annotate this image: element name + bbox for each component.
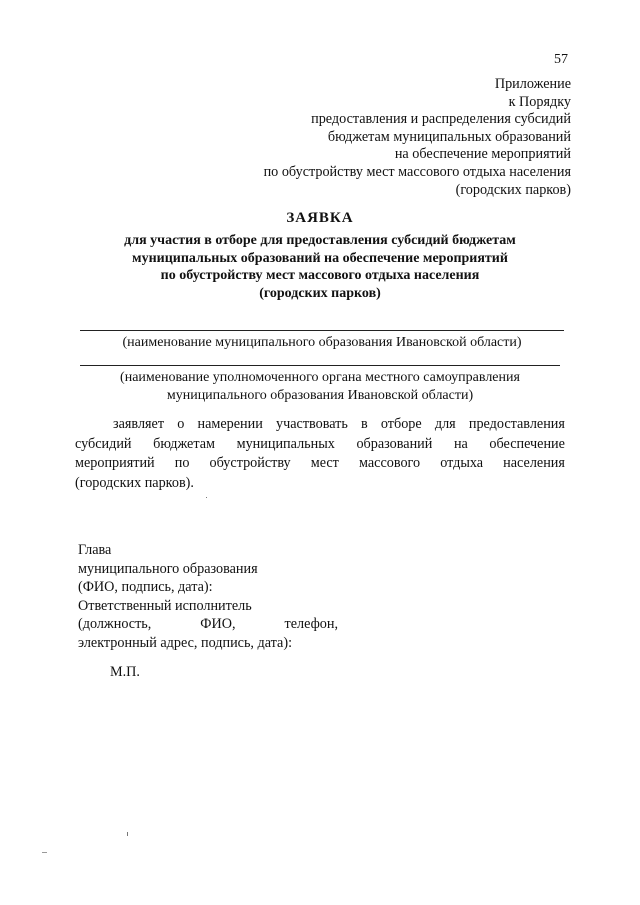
scan-speck bbox=[127, 832, 128, 836]
word: (городских парков). bbox=[75, 474, 194, 491]
word: намерении bbox=[197, 416, 263, 432]
word: предоставления bbox=[468, 416, 565, 432]
subtitle-line: муниципальных образований на обеспечение мероприятий bbox=[132, 250, 508, 266]
appendix-line: к Порядку bbox=[508, 93, 571, 110]
statement-line-1 bbox=[75, 415, 565, 435]
word: о bbox=[177, 416, 185, 432]
authority-fill-line bbox=[80, 365, 560, 366]
executor-position: (должность, bbox=[78, 616, 152, 633]
head-details: (ФИО, подпись, дата): bbox=[78, 579, 213, 596]
appendix-line: предоставления и распределения субсидий bbox=[311, 111, 571, 128]
stamp-place: М.П. bbox=[110, 664, 140, 680]
word: массового bbox=[358, 455, 421, 472]
scan-speck bbox=[42, 852, 47, 853]
word: обустройству bbox=[209, 455, 291, 472]
word: для bbox=[434, 416, 456, 432]
document-subtitle bbox=[90, 232, 550, 302]
appendix-line: (городских парков) bbox=[455, 181, 571, 198]
municipality-caption-text: (наименование муниципального образования Ивановской области) bbox=[122, 335, 522, 350]
statement-line-3 bbox=[75, 454, 565, 474]
word: муниципальных bbox=[236, 435, 335, 452]
word: субсидий bbox=[75, 435, 132, 452]
appendix-header bbox=[211, 76, 571, 199]
municipality-caption bbox=[80, 334, 564, 352]
subtitle-line: для участия в отборе для предоставления субсидий бюджетам bbox=[124, 233, 516, 248]
executor-phone: телефон, bbox=[284, 616, 338, 633]
signature-block bbox=[78, 541, 338, 653]
word: обеспечение bbox=[489, 435, 565, 452]
municipality-fill-line bbox=[80, 330, 564, 331]
municipality-label: муниципального образования bbox=[78, 560, 258, 577]
executor-label: Ответственный исполнитель bbox=[78, 597, 252, 614]
appendix-line: бюджетам муниципальных образований bbox=[327, 128, 571, 145]
executor-name: ФИО, bbox=[200, 616, 236, 633]
word: отборе bbox=[380, 416, 422, 432]
executor-details bbox=[78, 615, 338, 634]
word: бюджетам bbox=[153, 435, 216, 452]
word: мест bbox=[310, 455, 339, 472]
subtitle-line: (городских парков) bbox=[259, 285, 381, 301]
word: участвовать bbox=[276, 416, 348, 432]
statement-line-2 bbox=[75, 435, 565, 455]
subtitle-line: по обустройству мест массового отдыха населения bbox=[160, 268, 480, 283]
word: по bbox=[174, 455, 190, 472]
appendix-line: Приложение bbox=[494, 76, 571, 92]
word: мероприятий bbox=[75, 455, 155, 472]
authority-caption bbox=[80, 369, 560, 404]
word: в bbox=[361, 416, 368, 432]
statement-paragraph bbox=[75, 415, 565, 493]
appendix-line: на обеспечение мероприятий bbox=[394, 146, 571, 163]
page-number: 57 bbox=[554, 52, 568, 67]
authority-caption-line2: муниципального образования Ивановской области) bbox=[166, 387, 474, 403]
word: образований bbox=[356, 435, 433, 452]
authority-caption-line1: (наименование уполномоченного органа местного самоуправления bbox=[120, 370, 520, 385]
document-title: ЗАЯВКА bbox=[286, 210, 354, 226]
word: отдыха bbox=[440, 455, 484, 472]
scan-speck bbox=[206, 497, 207, 498]
statement-line-4 bbox=[75, 474, 565, 494]
word: населения bbox=[503, 455, 565, 472]
head-label: Глава bbox=[78, 542, 112, 558]
executor-details-2: электронный адрес, подпись, дата): bbox=[78, 634, 293, 651]
appendix-line: по обустройству мест массового отдыха населения bbox=[263, 163, 571, 180]
word: на bbox=[453, 435, 468, 452]
word: заявляет bbox=[113, 416, 165, 432]
